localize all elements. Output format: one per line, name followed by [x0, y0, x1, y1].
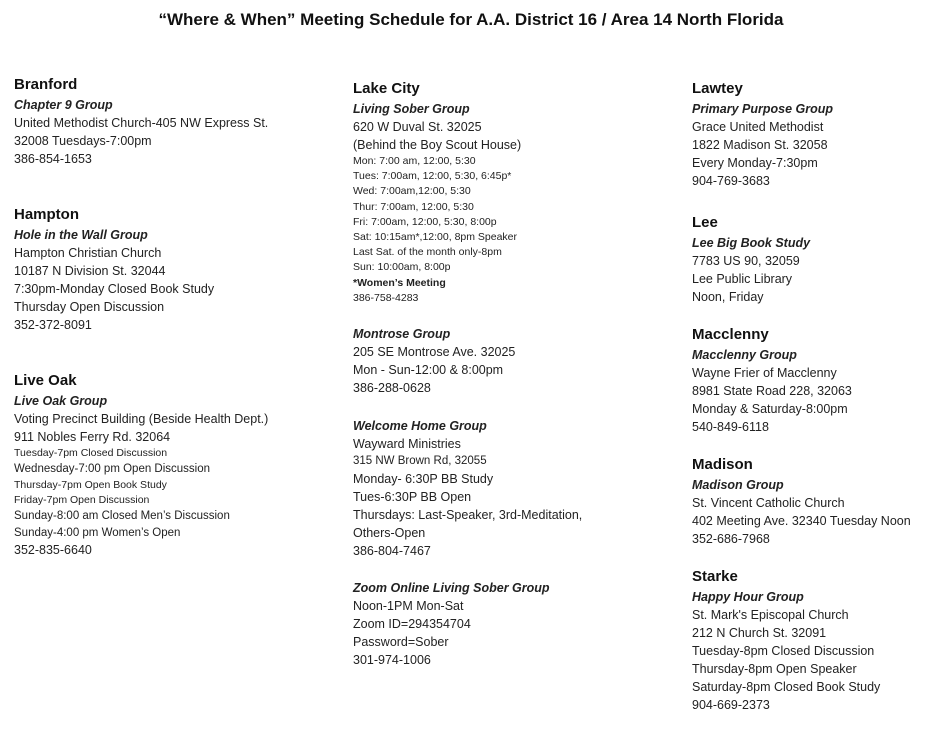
meeting-detail-line: 386-288-0628 — [353, 381, 431, 395]
meeting-block — [692, 80, 833, 190]
meeting-block — [353, 325, 515, 397]
meeting-detail-line: (Behind the Boy Scout House) — [353, 138, 522, 152]
meeting-detail-line: Password=Sober — [353, 635, 449, 649]
meeting-detail-line: 352-835-6640 — [14, 543, 92, 558]
meeting-detail-line: Voting Precinct Building (Beside Health Dept.) — [14, 412, 269, 426]
group-name: Welcome Home Group — [353, 419, 487, 433]
meeting-detail-line: Sun: 10:00am, 8:00p — [353, 261, 451, 274]
meeting-detail-line: Wed: 7:00am,12:00, 5:30 — [353, 185, 471, 198]
meeting-detail-line: Tuesday-7pm Closed Discussion — [14, 447, 168, 459]
meeting-detail-line: St. Vincent Catholic Church — [692, 496, 845, 510]
meeting-detail-line: Sat: 10:15am*,12:00, 8pm Speaker — [353, 231, 518, 244]
meeting-detail-line: Monday- 6:30P BB Study — [353, 471, 494, 486]
meeting-block — [14, 76, 268, 168]
meeting-detail-line: Zoom ID=294354704 — [353, 617, 471, 631]
town-name: Macclenny — [692, 326, 769, 343]
town-name: Lee — [692, 214, 718, 231]
meeting-detail-line: Noon, Friday — [692, 290, 764, 304]
meeting-detail-line: 301-974-1006 — [353, 653, 431, 667]
town-name: Lawtey — [692, 80, 743, 97]
group-name: Living Sober Group — [353, 102, 470, 116]
meeting-detail-line: 402 Meeting Ave. 32340 Tuesday Noon — [692, 514, 911, 528]
meeting-detail-line: 911 Nobles Ferry Rd. 32064 — [14, 430, 171, 444]
town-name: Madison — [692, 456, 753, 473]
meeting-detail-line: Monday & Saturday-8:00pm — [692, 402, 848, 416]
meeting-block — [353, 579, 550, 669]
group-name: Hole in the Wall Group — [14, 228, 148, 242]
meeting-detail-line: 386-758-4283 — [353, 291, 419, 304]
group-name: Primary Purpose Group — [692, 102, 834, 116]
group-name: Montrose Group — [353, 327, 451, 341]
meeting-detail-line: Wayward Ministries — [353, 437, 461, 451]
meeting-detail-line: St. Mark's Episcopal Church — [692, 608, 849, 622]
meeting-detail-line: 540-849-6118 — [692, 420, 769, 434]
meeting-detail-line: 212 N Church St. 32091 — [692, 626, 827, 640]
meeting-detail-line: Wayne Frier of Macclenny — [692, 366, 837, 380]
meeting-detail-line: Lee Public Library — [692, 272, 793, 286]
group-name: Live Oak Group — [14, 394, 108, 408]
meeting-block — [14, 372, 268, 559]
meeting-block — [692, 326, 852, 436]
meeting-block — [353, 80, 521, 306]
meeting-detail-line: 620 W Duval St. 32025 — [353, 120, 482, 134]
page-title: “Where & When” Meeting Schedule for A.A. District 16 / Area 14 North Florida — [158, 10, 784, 29]
meeting-detail-line: 904-669-2373 — [692, 698, 770, 712]
meeting-detail-line: 8981 State Road 228, 32063 — [692, 384, 852, 398]
meeting-detail-line: Mon - Sun-12:00 & 8:00pm — [353, 363, 504, 377]
meeting-detail-line: 386-804-7467 — [353, 543, 431, 558]
group-name: Madison Group — [692, 478, 784, 492]
meeting-detail-line: Wednesday-7:00 pm Open Discussion — [14, 463, 211, 476]
meeting-detail-line: Grace United Methodist — [692, 120, 824, 134]
meeting-detail-line: Friday-7pm Open Discussion — [14, 493, 150, 506]
meeting-detail-line: *Women’s Meeting — [353, 276, 446, 289]
meeting-detail-line: Noon-1PM Mon-Sat — [353, 599, 464, 613]
meeting-detail-line: 10187 N Division St. 32044 — [14, 264, 166, 278]
meeting-detail-line: Thursday Open Discussion — [14, 300, 165, 314]
town-name: Hampton — [14, 206, 79, 223]
meeting-block — [692, 214, 810, 306]
meeting-detail-line: Sunday-8:00 am Closed Men’s Discussion — [14, 510, 230, 523]
meeting-detail-line: 386-854-1653 — [14, 152, 92, 166]
meeting-detail-line: Hampton Christian Church — [14, 246, 162, 260]
meeting-detail-line: 1822 Madison St. 32058 — [692, 138, 828, 152]
meeting-detail-line: Thursdays: Last-Speaker, 3rd-Meditation, — [353, 507, 583, 522]
meeting-detail-line: Mon: 7:00 am, 12:00, 5:30 — [353, 155, 476, 167]
meeting-detail-line: Tues-6:30P BB Open — [353, 489, 472, 504]
meeting-block — [692, 568, 880, 714]
meeting-detail-line: Tuesday-8pm Closed Discussion — [692, 644, 875, 658]
meeting-detail-line: 7783 US 90, 32059 — [692, 254, 800, 268]
meeting-block — [353, 417, 582, 560]
meeting-detail-line: 315 NW Brown Rd, 32055 — [353, 455, 487, 467]
meeting-detail-line: Thur: 7:00am, 12:00, 5:30 — [353, 200, 474, 213]
group-name: Lee Big Book Study — [692, 236, 811, 250]
meeting-detail-line: United Methodist Church-405 NW Express St. — [14, 116, 269, 130]
group-name: Chapter 9 Group — [14, 98, 113, 112]
town-name: Live Oak — [14, 372, 77, 389]
meeting-detail-line: 7:30pm-Monday Closed Book Study — [14, 282, 215, 296]
meeting-detail-line: Sunday-4:00 pm Women’s Open — [14, 526, 181, 539]
group-name: Zoom Online Living Sober Group — [353, 581, 550, 595]
meeting-detail-line: Every Monday-7:30pm — [692, 156, 818, 170]
meeting-detail-line: 352-372-8091 — [14, 318, 92, 332]
meeting-detail-line: 32008 Tuesdays-7:00pm — [14, 134, 152, 148]
town-name: Starke — [692, 568, 738, 585]
meeting-block — [692, 456, 911, 548]
meeting-detail-line: 205 SE Montrose Ave. 32025 — [353, 345, 516, 359]
meeting-detail-line: Tues: 7:00am, 12:00, 5:30, 6:45p* — [353, 170, 512, 183]
meeting-detail-line: Thursday-8pm Open Speaker — [692, 662, 857, 676]
meeting-block — [14, 206, 214, 334]
meeting-detail-line: 904-769-3683 — [692, 174, 770, 188]
group-name: Macclenny Group — [692, 348, 797, 362]
meeting-detail-line: Thursday-7pm Open Book Study — [14, 478, 167, 491]
meeting-detail-line: Last Sat. of the month only-8pm — [353, 246, 502, 259]
meeting-detail-line: Saturday-8pm Closed Book Study — [692, 680, 881, 694]
meeting-detail-line: Others-Open — [353, 525, 426, 540]
meeting-detail-line: Fri: 7:00am, 12:00, 5:30, 8:00p — [353, 215, 497, 228]
town-name: Lake City — [353, 80, 420, 97]
meeting-detail-line: 352-686-7968 — [692, 532, 770, 546]
town-name: Branford — [14, 76, 78, 93]
group-name: Happy Hour Group — [692, 590, 804, 604]
